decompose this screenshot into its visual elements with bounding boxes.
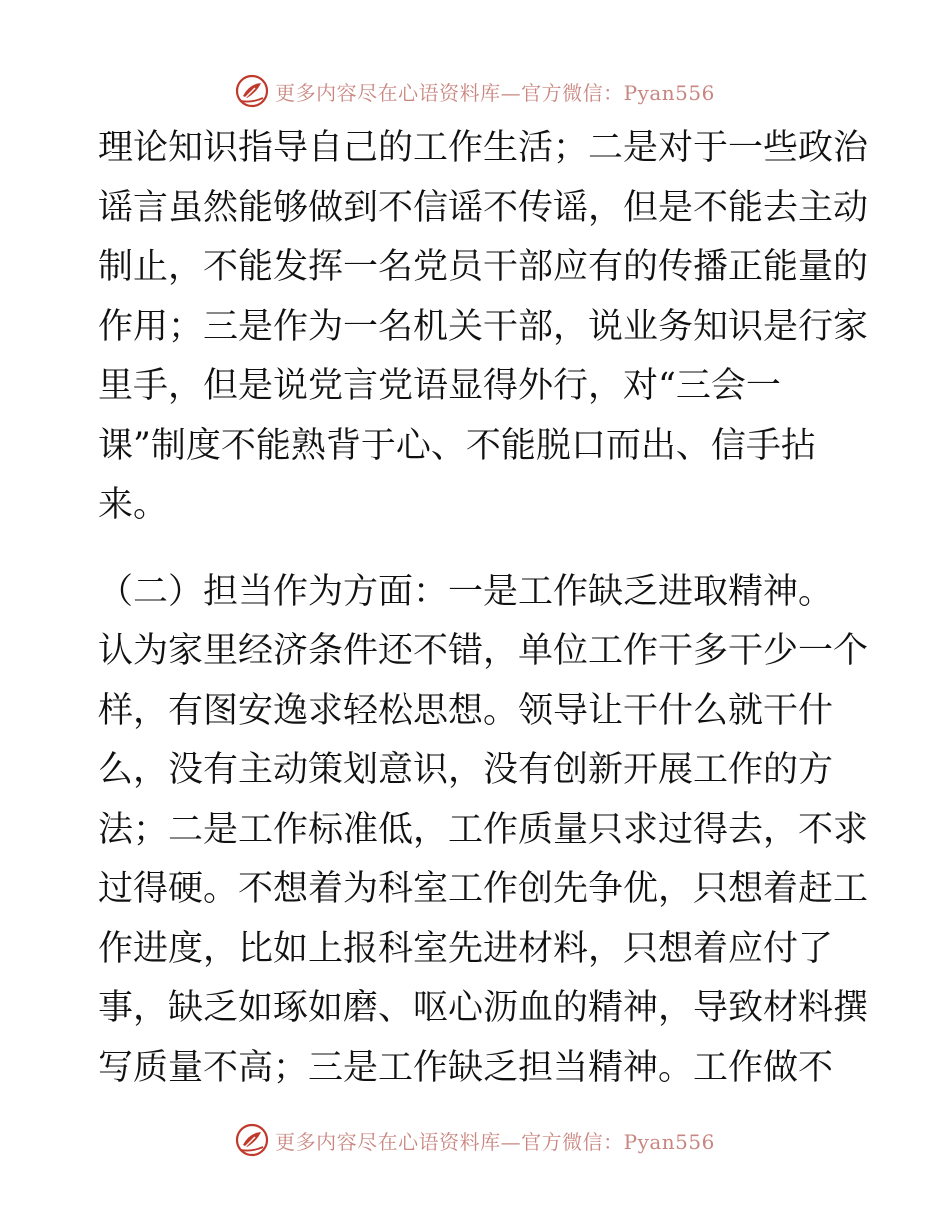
book-leaf-logo-icon (235, 74, 269, 108)
paragraph-2 (98, 563, 869, 1099)
paragraph-gap (98, 536, 858, 563)
footer-banner-text: 更多内容尽在心语资料库—官方微信：Pyan556 (275, 1129, 715, 1154)
text-line: 作进度，比如上报科室先进材料，只想着应付了 (98, 928, 834, 969)
text-line: 来。 (98, 485, 169, 525)
text-line: 法；二是工作标准低，工作质量只求过得去，不求 (98, 809, 869, 850)
text-line: 写质量不高；三是工作缺乏担当精神。工作做不 (98, 1047, 834, 1088)
text-line: 里手，但是说党言党语显得外行，对“三会一 (98, 366, 781, 406)
text-line: 理论知识指导自己的工作生活；二是对于一些政治 (98, 128, 869, 168)
text-line: 课”制度不能熟背于心、不能脱口而出、信手拈 (98, 425, 816, 466)
text-line: 制止，不能发挥一名党员干部应有的传播正能量的 (98, 247, 869, 287)
text-line: 过得硬。不想着为科室工作创先争优，只想着赶工 (98, 869, 869, 909)
text-line: 样，有图安逸求轻松思想。领导让干什么就干什 (98, 690, 834, 731)
header-banner (0, 71, 950, 111)
text-line: 谣言虽然能够做到不信谣不传谣，但是不能去主动 (98, 187, 869, 228)
text-line: 么，没有主动策划意识，没有创新开展工作的方 (98, 750, 834, 790)
footer-banner (0, 1120, 950, 1160)
body-text (98, 119, 869, 1098)
text-line: 作用；三是作为一名机关干部，说业务知识是行家 (98, 306, 869, 347)
text-line: （二）担当作为方面：一是工作缺乏进取精神。 (98, 571, 834, 612)
paragraph-1 (98, 119, 869, 536)
book-leaf-logo-icon (235, 1123, 269, 1157)
header-banner-text: 更多内容尽在心语资料库—官方微信：Pyan556 (275, 80, 715, 105)
text-line: 认为家里经济条件还不错，单位工作干多干少一个 (98, 631, 869, 671)
text-line: 事，缺乏如琢如磨、呕心沥血的精神，导致材料撰 (98, 988, 869, 1028)
